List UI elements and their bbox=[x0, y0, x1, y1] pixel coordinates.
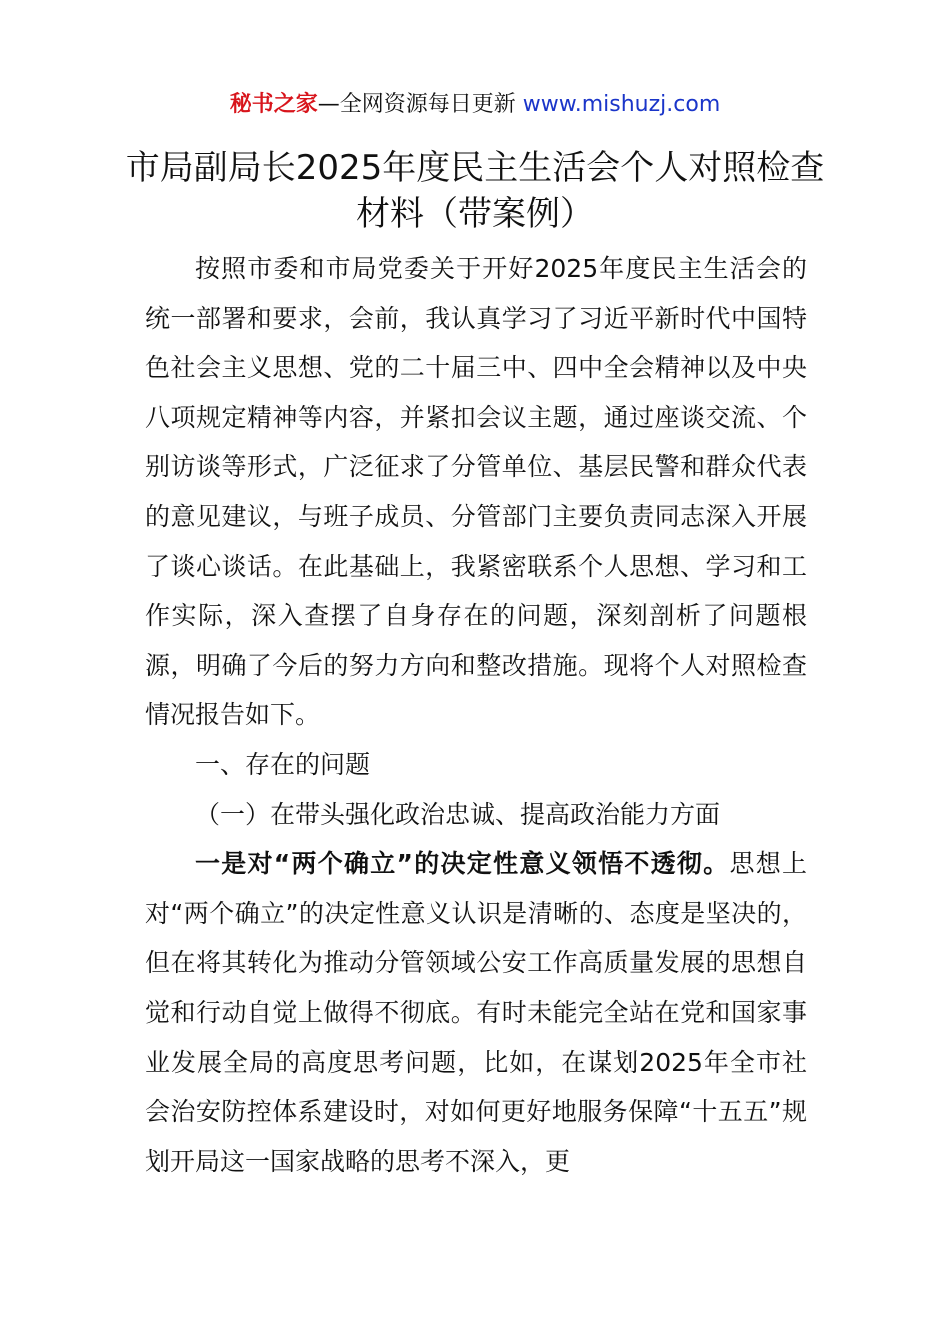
subsection-heading: （一）在带头强化政治忠诚、提高政治能力方面 bbox=[195, 799, 721, 829]
brand-name: 秘书之家 bbox=[229, 92, 318, 117]
intro-paragraph: 按照市委和市局党委关于开好2025年度民主生活会的统一部署和要求，会前，我认真学习了习近平新时代中国特色社会主义思想、党的二十届三中、四中全会精神以及中央八项规定精神等内容，并紧扣会议主题，通过座谈交流、个别访谈等形式，广泛征求了分管单位、基层民警和群众代表的意见建议，与班子成员、分管部门主要负责同志深入开展了谈心谈话。在此基础上，我紧密联系个人思想、学习和工作实际，深入查摆了自身存在的问题，深刻剖析了问题根源，明确了今后的努力方向和整改措施。现将个人对照检查情况报告如下。 bbox=[145, 254, 807, 730]
section-heading: 一、存在的问题 bbox=[195, 749, 371, 779]
point-one-paragraph bbox=[145, 839, 807, 1186]
document-body bbox=[145, 244, 807, 1186]
point-one-lead: 一是对“两个确立”的决定性意义领悟不透彻。 bbox=[195, 849, 730, 879]
site-url-link[interactable]: www.mishuzj.com bbox=[522, 92, 721, 117]
document-title: 市局副局长2025年度民主生活会个人对照检查材料（带案例） bbox=[125, 148, 825, 234]
point-one-text: 思想上对“两个确立”的决定性意义认识是清晰的、态度是坚决的，但在将其转化为推动分管领域公安工作高质量发展的思想自觉和行动自觉上做得不彻底。有时未能完全站在党和国家事业发展全局的高度思考问题，比如，在谋划2025年全市社会治安防控体系建设时，对如何更好地服务保障“十五五”规划开局这一国家战略的思考不深入，更 bbox=[145, 849, 807, 1176]
header-tagline: —全网资源每日更新 bbox=[317, 92, 523, 117]
site-header bbox=[0, 88, 950, 122]
